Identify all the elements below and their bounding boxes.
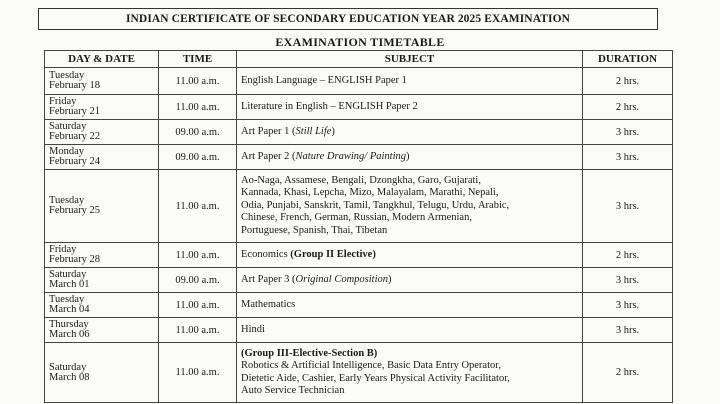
subject-line: Dietetic Aide, Cashier, Early Years Physical Activity Facilitator, <box>241 372 510 384</box>
header-row <box>45 51 673 68</box>
day-cell <box>45 120 159 145</box>
table-row <box>45 293 673 318</box>
subject-cell <box>237 120 583 145</box>
time-cell: 11.00 a.m. <box>159 343 237 403</box>
time-cell: 09.00 a.m. <box>159 268 237 293</box>
subject-text: Economics <box>241 248 291 260</box>
day-cell <box>45 243 159 268</box>
day-cell <box>45 68 159 95</box>
subject-cell: Mathematics <box>237 293 583 318</box>
table-row <box>45 68 673 95</box>
date: February 28 <box>49 254 101 265</box>
time-cell: 11.00 a.m. <box>159 95 237 120</box>
duration-cell: 3 hrs. <box>583 268 673 293</box>
subject-line: Chinese, French, German, Russian, Modern Armenian, <box>241 212 472 224</box>
subject-text: ) <box>331 125 335 137</box>
day-cell <box>45 343 159 403</box>
subject-text: ) <box>405 150 410 162</box>
time-cell: 11.00 a.m. <box>159 170 237 243</box>
header-time: TIME <box>159 51 237 68</box>
day-cell <box>45 145 159 170</box>
subject-italic: Nature Drawing/ Painting <box>295 150 406 162</box>
subject-text: ) <box>388 273 392 285</box>
table-row <box>45 95 673 120</box>
weekday: Saturday <box>49 361 87 373</box>
duration-cell: 3 hrs. <box>583 170 673 243</box>
subject-line: Odia, Punjabi, Sanskrit, Tamil, Tangkhul, Telugu, Urdu, Arabic, <box>241 199 510 211</box>
date: March 08 <box>49 371 90 383</box>
subject-cell: English Language – ENGLISH Paper 1 <box>237 68 583 95</box>
day-cell <box>45 318 159 343</box>
duration-cell: 2 hrs. <box>583 68 673 95</box>
date: February 25 <box>49 205 101 216</box>
table-row <box>45 318 673 343</box>
duration-cell: 3 hrs. <box>583 318 673 343</box>
weekday: Tuesday <box>49 70 85 81</box>
subject-line: Robotics & Artificial Intelligence, Basic Data Entry Operator, <box>241 360 501 371</box>
date: March 01 <box>49 279 90 290</box>
subject-italic: Still Life <box>295 125 332 137</box>
day-cell <box>45 268 159 293</box>
subject-text: Art Paper 2 ( <box>241 150 296 162</box>
subject-heading: (Group III-Elective-Section B) <box>241 347 378 359</box>
table-row <box>45 170 673 243</box>
weekday: Tuesday <box>49 294 85 305</box>
table-row <box>45 120 673 145</box>
day-cell <box>45 293 159 318</box>
duration-cell: 2 hrs. <box>583 243 673 268</box>
subject-italic: Original Composition <box>295 273 389 285</box>
day-cell <box>45 95 159 120</box>
subject-cell <box>237 243 583 268</box>
weekday: Tuesday <box>49 195 85 206</box>
duration-cell: 2 hrs. <box>583 343 673 403</box>
table-row <box>45 268 673 293</box>
duration-cell: 3 hrs. <box>583 293 673 318</box>
time-cell: 11.00 a.m. <box>159 68 237 95</box>
subject-bold: (Group II Elective) <box>290 248 376 260</box>
date: February 24 <box>49 156 101 167</box>
date: March 06 <box>49 329 90 340</box>
date: February 22 <box>49 131 101 142</box>
subject-cell <box>237 170 583 243</box>
weekday: Friday <box>49 244 77 255</box>
duration-cell: 3 hrs. <box>583 120 673 145</box>
table-row <box>45 145 673 170</box>
date: February 18 <box>49 80 101 91</box>
timetable <box>44 50 673 403</box>
subject-text: Art Paper 1 ( <box>241 125 296 137</box>
header-day: DAY & DATE <box>45 51 159 68</box>
page-title: EXAMINATION TIMETABLE <box>275 35 445 49</box>
subject-line: Auto Service Technician <box>241 385 345 396</box>
date: February 21 <box>49 106 101 117</box>
header-subject: SUBJECT <box>237 51 583 68</box>
weekday: Friday <box>49 96 77 107</box>
header-duration: DURATION <box>583 51 673 68</box>
time-cell: 11.00 a.m. <box>159 318 237 343</box>
time-cell: 11.00 a.m. <box>159 293 237 318</box>
weekday: Saturday <box>49 121 87 132</box>
date: March 04 <box>49 304 90 315</box>
time-cell: 09.00 a.m. <box>159 120 237 145</box>
subject-cell <box>237 145 583 170</box>
weekday: Monday <box>49 146 84 157</box>
exam-banner: INDIAN CERTIFICATE OF SECONDARY EDUCATION YEAR 2025 EXAMINATION <box>38 8 658 30</box>
duration-cell: 3 hrs. <box>583 145 673 170</box>
table-row <box>45 243 673 268</box>
day-cell <box>45 170 159 243</box>
table-row <box>45 343 673 403</box>
subject-cell: Literature in English – ENGLISH Paper 2 <box>237 95 583 120</box>
subject-cell <box>237 343 583 403</box>
duration-cell: 2 hrs. <box>583 95 673 120</box>
subject-line: Portuguese, Spanish, Thai, Tibetan <box>241 224 388 236</box>
subject-text: Art Paper 3 ( <box>241 273 296 285</box>
subject-line: Ao-Naga, Assamese, Bengali, Dzongkha, Garo, Gujarati, <box>241 174 481 186</box>
time-cell: 11.00 a.m. <box>159 243 237 268</box>
subject-cell <box>237 268 583 293</box>
time-cell: 09.00 a.m. <box>159 145 237 170</box>
weekday: Thursday <box>49 319 89 330</box>
weekday: Saturday <box>49 269 87 280</box>
subject-cell: Hindi <box>237 318 583 343</box>
subject-line: Kannada, Khasi, Lepcha, Mizo, Malayalam, Marathi, Nepali, <box>241 187 499 199</box>
